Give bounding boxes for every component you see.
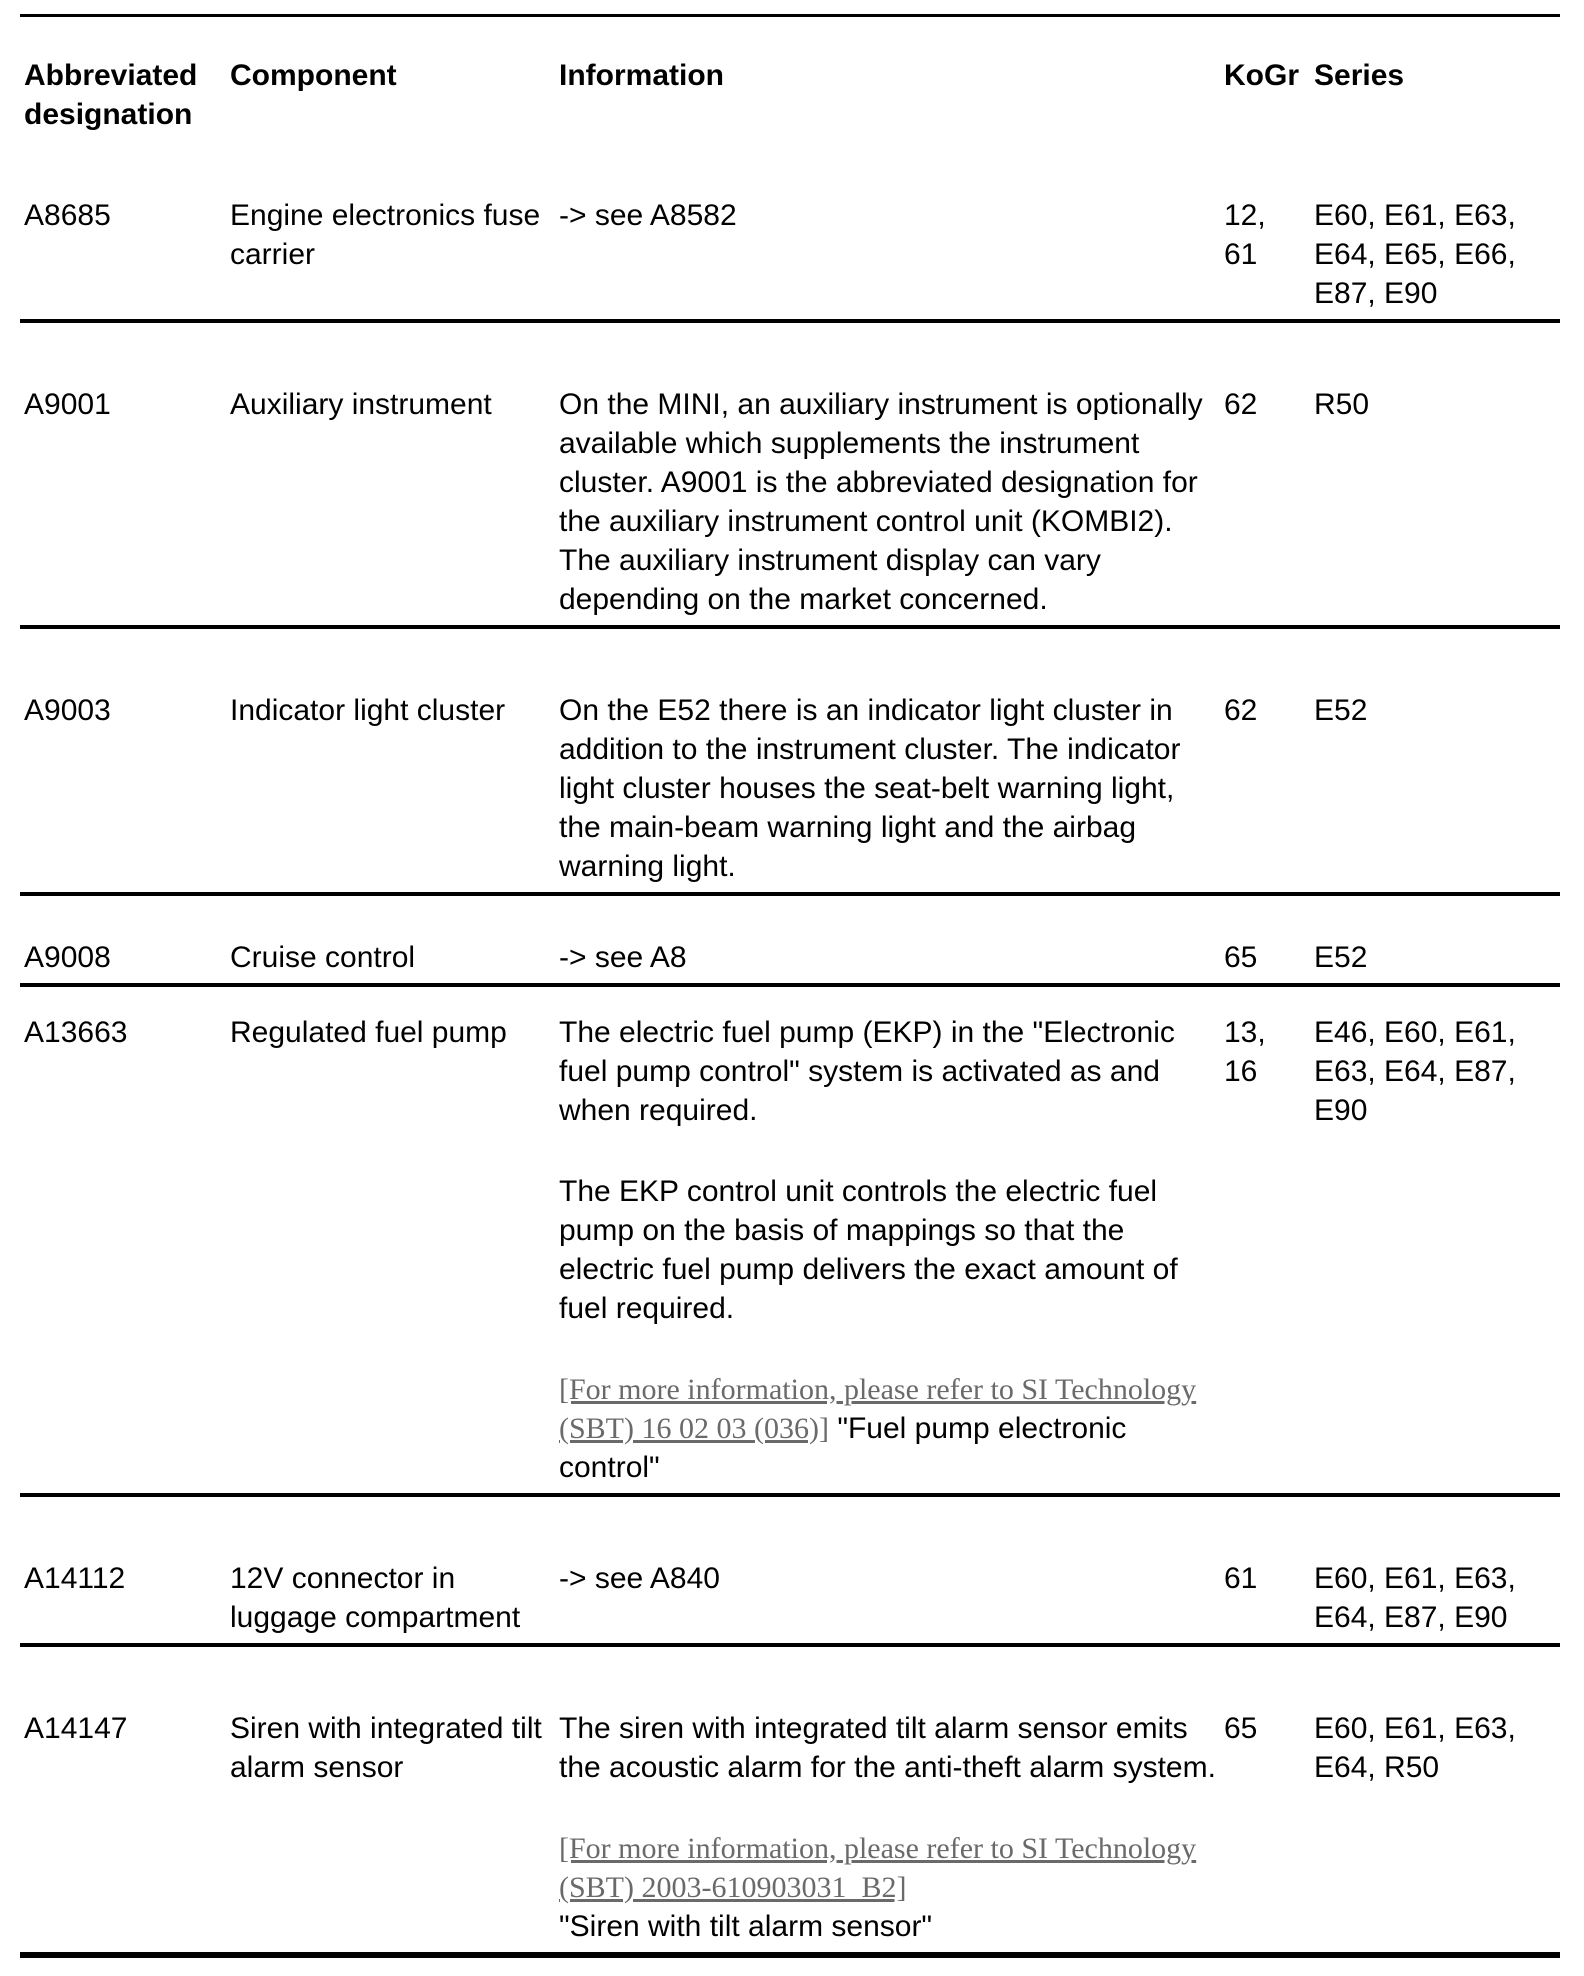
cell-kogr: 65 xyxy=(1220,1645,1310,1955)
cell-series: E60, E61, E63, E64, E87, E90 xyxy=(1310,1495,1560,1645)
component-table xyxy=(20,56,1560,1958)
cell-component: Auxiliary instrument xyxy=(226,321,555,627)
cell-kogr: 62 xyxy=(1220,627,1310,894)
table-row xyxy=(20,1645,1560,1955)
cell-information xyxy=(555,985,1220,1495)
cell-series: E52 xyxy=(1310,627,1560,894)
info-paragraph: -> see A8 xyxy=(559,941,687,974)
info-paragraph: The electric fuel pump (EKP) in the "Electronic fuel pump control" system is activated as and when required. xyxy=(559,1016,1175,1127)
top-rule xyxy=(20,14,1560,17)
table-row xyxy=(20,985,1560,1495)
si-technology-link[interactable]: [For more information, please refer to SI Technology (SBT) 16 02 03 (036)] xyxy=(559,1373,1197,1445)
cell-component: Engine electronics fuse carrier xyxy=(226,196,555,321)
cell-designation: A9003 xyxy=(20,627,226,894)
cell-information xyxy=(555,196,1220,321)
info-paragraph: The EKP control unit controls the electric fuel pump on the basis of mappings so that the electric fuel pump delivers the exact amount of fuel required. xyxy=(559,1175,1178,1325)
reference-title: "Siren with tilt alarm sensor" xyxy=(559,1910,933,1943)
info-paragraph: On the E52 there is an indicator light cluster in addition to the instrument cluster. The indicator light cluster houses the seat-belt warning light, the main-beam warning light and the airbag warning light. xyxy=(559,694,1181,883)
table-row xyxy=(20,196,1560,321)
info-reference xyxy=(559,1829,1216,1946)
header-information: Information xyxy=(559,59,724,92)
header-component: Component xyxy=(230,59,397,92)
info-paragraph: -> see A840 xyxy=(559,1562,720,1595)
info-reference xyxy=(559,1370,1216,1487)
header-designation: Abbreviated designation xyxy=(24,59,198,131)
cell-component: Cruise control xyxy=(226,894,555,985)
cell-kogr: 13, 16 xyxy=(1220,985,1310,1495)
reference-title: "Fuel pump electronic control" xyxy=(559,1412,1127,1484)
header-series: Series xyxy=(1314,59,1405,92)
header-kogr: KoGr xyxy=(1224,59,1299,92)
table-row xyxy=(20,627,1560,894)
cell-designation: A13663 xyxy=(20,985,226,1495)
cell-kogr: 61 xyxy=(1220,1495,1310,1645)
cell-series: E60, E61, E63, E64, R50 xyxy=(1310,1645,1560,1955)
cell-kogr: 62 xyxy=(1220,321,1310,627)
cell-series: E60, E61, E63, E64, E65, E66, E87, E90 xyxy=(1310,196,1560,321)
cell-kogr: 65 xyxy=(1220,894,1310,985)
cell-series: R50 xyxy=(1310,321,1560,627)
table-header xyxy=(20,56,1560,196)
cell-information xyxy=(555,627,1220,894)
table-row xyxy=(20,1495,1560,1645)
si-technology-link[interactable]: [For more information, please refer to SI Technology (SBT) 2003-610903031_B2] xyxy=(559,1832,1197,1904)
table-row xyxy=(20,894,1560,985)
cell-information xyxy=(555,1645,1220,1955)
cell-series: E52 xyxy=(1310,894,1560,985)
cell-designation: A9001 xyxy=(20,321,226,627)
info-paragraph: -> see A8582 xyxy=(559,199,737,232)
info-paragraph: The siren with integrated tilt alarm sensor emits the acoustic alarm for the anti-theft alarm system. xyxy=(559,1712,1216,1784)
cell-information xyxy=(555,321,1220,627)
cell-designation: A9008 xyxy=(20,894,226,985)
cell-designation: A8685 xyxy=(20,196,226,321)
cell-information xyxy=(555,1495,1220,1645)
cell-component: Indicator light cluster xyxy=(226,627,555,894)
info-paragraph: On the MINI, an auxiliary instrument is optionally available which supplements the instrument cluster. A9001 is the abbreviated designation for the auxiliary instrument control unit (KOMBI2). The auxiliary instrument display can vary depending on the market concerned. xyxy=(559,388,1203,616)
cell-kogr: 12, 61 xyxy=(1220,196,1310,321)
cell-information xyxy=(555,894,1220,985)
cell-component: Siren with integrated tilt alarm sensor xyxy=(226,1645,555,1955)
cell-series: E46, E60, E61, E63, E64, E87, E90 xyxy=(1310,985,1560,1495)
cell-component: 12V connector in luggage compartment xyxy=(226,1495,555,1645)
cell-component: Regulated fuel pump xyxy=(226,985,555,1495)
cell-designation: A14147 xyxy=(20,1645,226,1955)
table-row xyxy=(20,321,1560,627)
table-body xyxy=(20,196,1560,1955)
cell-designation: A14112 xyxy=(20,1495,226,1645)
